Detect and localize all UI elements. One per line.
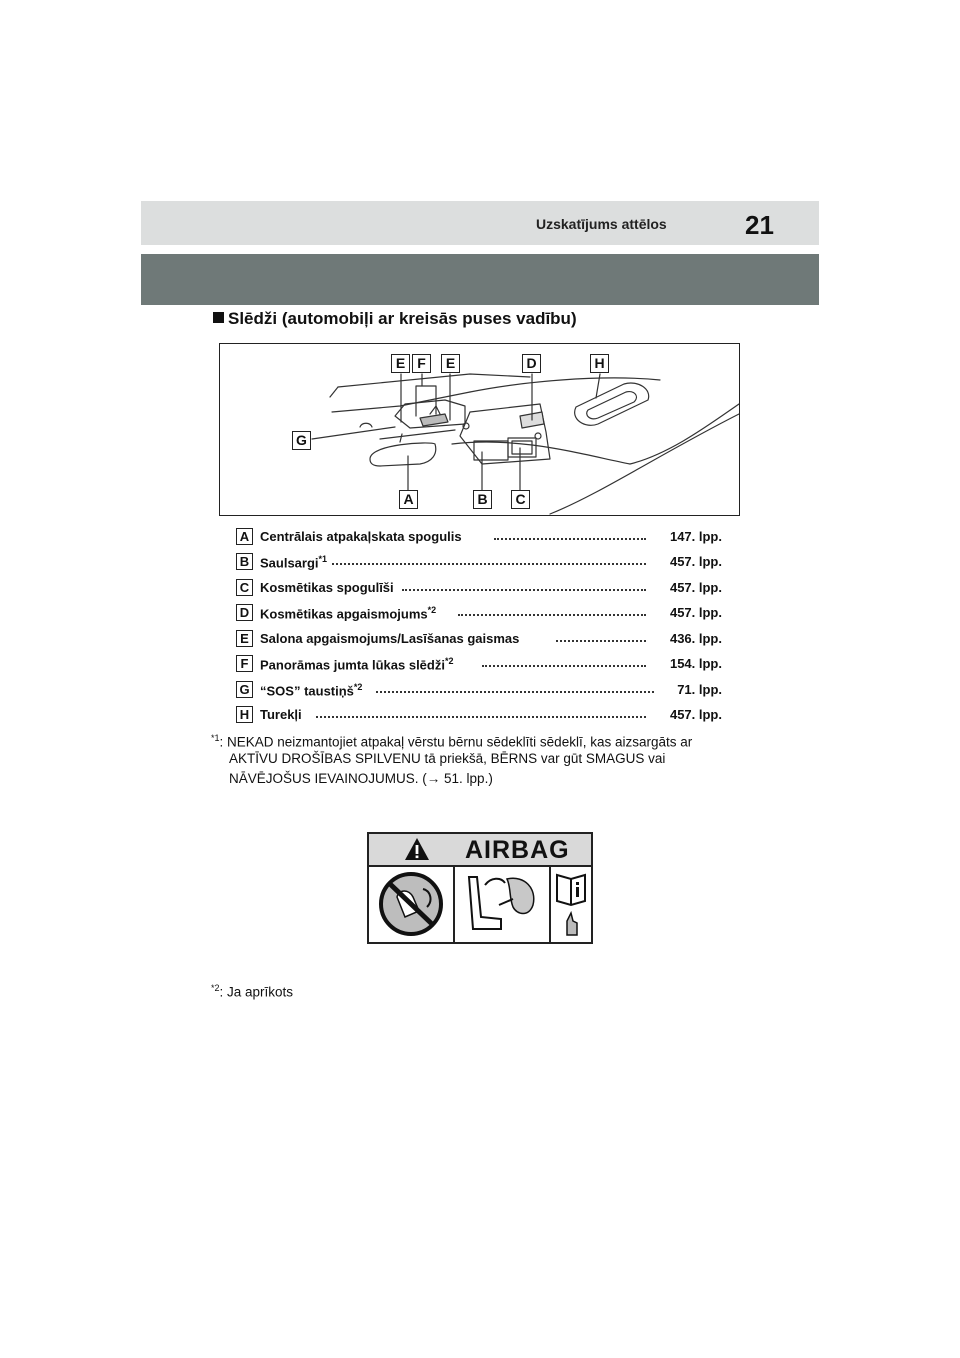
footnote-1-line3: NĀVĒJOŠUS IEVAINOJUMUS. (→ 51. lpp.) <box>229 771 493 786</box>
footnote-2-mark: *2 <box>211 983 220 993</box>
footnote-mark: *2 <box>353 682 363 692</box>
legend-letter: H <box>236 706 253 723</box>
footnote-mark: *2 <box>444 656 454 666</box>
callout-a: A <box>399 490 418 509</box>
seat-airbag-cell <box>455 867 551 942</box>
legend-letter: D <box>236 604 253 621</box>
leader-dots <box>482 665 646 667</box>
warning-triangle-icon <box>403 836 431 862</box>
page-reference: 71. lpp. <box>677 682 722 697</box>
callout-e-right: E <box>441 354 460 373</box>
page-heading <box>213 309 577 329</box>
legend-label: Kosmētikas apgaismojums$^{*2}$ <box>260 605 437 622</box>
leader-dots <box>332 563 646 565</box>
legend-row <box>236 654 722 674</box>
leader-dots <box>494 538 646 540</box>
callout-c: C <box>511 490 530 509</box>
page-reference: 154. lpp. <box>669 656 722 671</box>
airbag-warning-label <box>367 832 593 944</box>
legend-row <box>236 552 722 572</box>
legend-letter: B <box>236 553 253 570</box>
legend-row <box>236 680 722 700</box>
overhead-switches-illustration <box>219 343 740 516</box>
footnote-2 <box>211 978 293 1003</box>
footnote-2-text: : Ja aprīkots <box>219 984 294 1000</box>
legend-label: Centrālais atpakaļskata spogulis <box>260 529 462 544</box>
callout-g: G <box>292 431 311 450</box>
footnote-mark: *1 <box>318 554 328 564</box>
legend-label: Salona apgaismojums/Lasīšanas gaismas <box>260 631 520 646</box>
page-reference: 457. lpp. <box>669 554 722 569</box>
page-reference: 457. lpp. <box>669 707 722 722</box>
legend-label: Kosmētikas spogulīši <box>260 580 394 595</box>
legend-row <box>236 578 722 598</box>
legend-label: Turekļi <box>260 707 302 722</box>
header-dark-band <box>141 254 819 305</box>
legend-label: Saulsargi$^{*1}$ <box>260 554 328 571</box>
callout-h: H <box>590 354 609 373</box>
legend-row <box>236 705 722 725</box>
leader-dots <box>402 589 646 591</box>
leader-dots <box>556 640 646 642</box>
page-number: 21 <box>745 210 774 240</box>
airbag-label-header <box>369 834 591 867</box>
callout-b: B <box>473 490 492 509</box>
section-title: Uzskatījums attēlos <box>536 216 667 232</box>
legend-letter: G <box>236 681 253 698</box>
page-reference: 147. lpp. <box>669 529 722 544</box>
legend-letter: E <box>236 630 253 647</box>
legend-row <box>236 629 722 649</box>
callout-d: D <box>522 354 541 373</box>
legend-letter: C <box>236 579 253 596</box>
callout-f: F <box>412 354 431 373</box>
heading-square-icon <box>213 312 224 323</box>
footnote-1-line1: : NEKAD neizmantojiet atpakaļ vērstu bērnu sēdeklīti sēdeklī, kas aizsargāts ar <box>219 734 693 750</box>
no-child-seat-cell <box>369 867 455 942</box>
legend-label: Panorāmas jumta lūkas slēdži$^{*2}$ <box>260 656 454 673</box>
footnote-mark: *2 <box>427 605 437 615</box>
legend-letter: F <box>236 655 253 672</box>
heading-text: Slēdži (automobiļi ar kreisās puses vadību) <box>228 309 577 328</box>
page-reference: 457. lpp. <box>669 605 722 620</box>
manual-cell <box>551 867 591 942</box>
legend-row <box>236 603 722 623</box>
leader-dots <box>458 614 646 616</box>
read-manual-icon <box>551 867 591 942</box>
footnote-1-mark: *1 <box>211 733 220 743</box>
footnote-1-line2: AKTĪVU DROŠĪBAS SPILVENU tā priekšā, BĒRNS var gūt SMAGUS vai <box>229 751 666 766</box>
seat-airbag-deploy-icon <box>455 867 549 942</box>
header-band <box>141 201 819 245</box>
airbag-word: AIRBAG <box>465 836 570 864</box>
page-reference: 457. lpp. <box>669 580 722 595</box>
leader-dots <box>376 691 654 693</box>
callout-e-left: E <box>391 354 410 373</box>
page-reference: 436. lpp. <box>669 631 722 646</box>
legend-row <box>236 527 722 547</box>
leader-dots <box>316 716 646 718</box>
legend-label: “SOS” taustiņš$^{*2}$ <box>260 682 363 699</box>
legend-letter: A <box>236 528 253 545</box>
no-rear-facing-child-seat-icon <box>369 867 453 942</box>
